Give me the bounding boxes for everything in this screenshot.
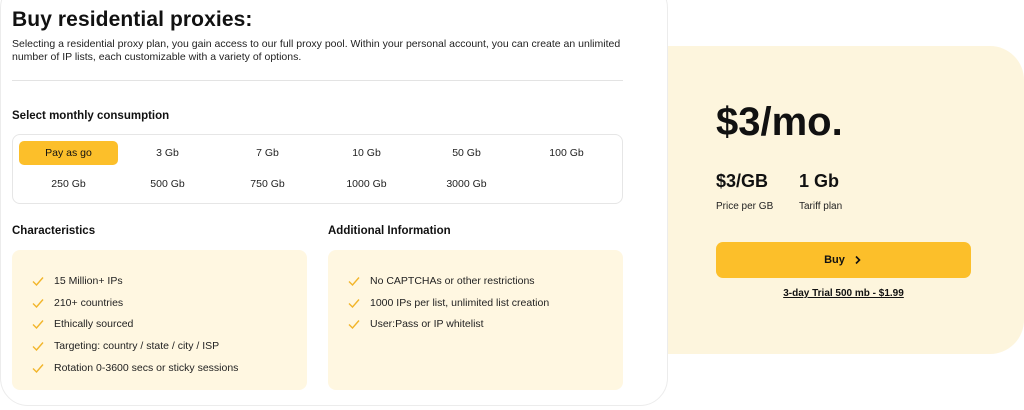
consumption-selector xyxy=(12,134,623,204)
option-7gb[interactable]: 7 Gb xyxy=(256,147,279,159)
option-3gb[interactable]: 3 Gb xyxy=(156,147,179,159)
characteristic-text: Rotation 0-3600 secs or sticky sessions xyxy=(54,361,239,374)
consumption-label: Select monthly consumption xyxy=(12,110,170,122)
additional-info-list xyxy=(348,270,549,335)
check-icon xyxy=(348,276,360,286)
buy-button-label: Buy xyxy=(824,254,845,266)
page-title: Buy residential proxies: xyxy=(12,8,253,31)
monthly-price: $3/mo. xyxy=(716,100,843,144)
list-item xyxy=(32,292,238,314)
characteristics-list xyxy=(32,270,238,378)
option-10gb[interactable]: 10 Gb xyxy=(352,147,381,159)
check-icon xyxy=(32,363,44,373)
additional-info-text: 1000 IPs per list, unlimited list creation xyxy=(370,296,550,309)
option-250gb[interactable]: 250 Gb xyxy=(51,178,86,190)
chevron-right-icon xyxy=(853,255,863,265)
characteristics-label: Characteristics xyxy=(12,225,96,237)
buy-button[interactable] xyxy=(716,242,971,278)
check-icon xyxy=(32,276,44,286)
check-icon xyxy=(32,298,44,308)
option-50gb[interactable]: 50 Gb xyxy=(452,147,481,159)
list-item xyxy=(348,292,549,314)
price-per-gb-value: $3/GB xyxy=(716,171,769,191)
tariff-label: Tariff plan xyxy=(799,201,843,212)
check-icon xyxy=(348,319,360,329)
price-summary-panel xyxy=(668,46,1024,354)
check-icon xyxy=(32,319,44,329)
option-500gb[interactable]: 500 Gb xyxy=(150,178,185,190)
characteristic-text: Targeting: country / state / city / ISP xyxy=(54,339,220,352)
check-icon xyxy=(348,298,360,308)
list-item xyxy=(32,270,238,292)
characteristic-text: Ethically sourced xyxy=(54,318,134,331)
page-description: Selecting a residential proxy plan, you gain access to our full proxy pool. Within your personal account, you can create an unlimited number of IP lists, each customizable with a variety of options. xyxy=(12,38,621,63)
check-icon xyxy=(32,341,44,351)
tariff-value: 1 Gb xyxy=(799,171,840,191)
option-750gb[interactable]: 750 Gb xyxy=(250,178,285,190)
divider xyxy=(12,80,623,81)
list-item xyxy=(348,313,549,335)
characteristic-text: 15 Million+ IPs xyxy=(54,274,123,287)
additional-info-text: No CAPTCHAs or other restrictions xyxy=(370,274,535,287)
price-per-gb-label: Price per GB xyxy=(716,201,774,212)
option-3000gb[interactable]: 3000 Gb xyxy=(446,178,487,190)
list-item xyxy=(32,357,238,379)
option-pay-as-go[interactable]: Pay as go xyxy=(19,141,118,165)
characteristic-text: 210+ countries xyxy=(54,296,124,309)
list-item xyxy=(348,270,549,292)
list-item xyxy=(32,335,238,357)
additional-info-box xyxy=(328,250,623,390)
additional-info-text: User:Pass or IP whitelist xyxy=(370,318,484,331)
option-100gb[interactable]: 100 Gb xyxy=(549,147,584,159)
trial-link[interactable]: 3-day Trial 500 mb - $1.99 xyxy=(783,288,904,299)
list-item xyxy=(32,313,238,335)
option-1000gb[interactable]: 1000 Gb xyxy=(346,178,387,190)
additional-info-label: Additional Information xyxy=(328,225,451,237)
characteristics-box xyxy=(12,250,307,390)
